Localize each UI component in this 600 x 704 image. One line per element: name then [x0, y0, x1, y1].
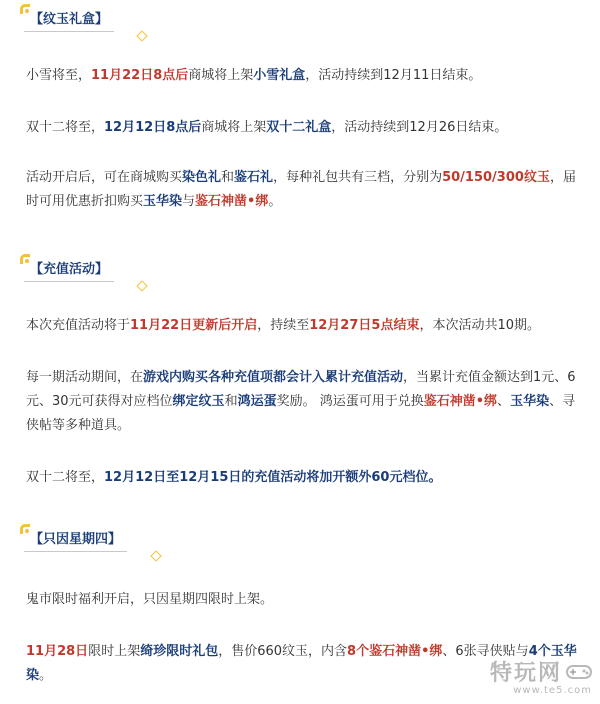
paragraph [26, 64, 586, 88]
text-segment: 双十二将至， [26, 120, 105, 135]
text-segment: 、6张寻侠贴与 [442, 644, 529, 659]
text-segment: 与 [182, 194, 196, 209]
highlight-text: 绮珍限时礼包 [140, 644, 219, 659]
highlight-text: 绑定纹玉 [172, 394, 225, 409]
highlight-text: 玉华染 [143, 194, 183, 209]
paragraph [26, 366, 586, 438]
text-segment: 限时上架 [88, 644, 141, 659]
section-title: 【只因星期四】 [30, 532, 122, 547]
text-segment: ，每种礼包共有三档，分别为 [273, 170, 443, 185]
watermark-url: www.te5.com [513, 685, 592, 696]
highlight-text: 鸿运蛋 [237, 394, 277, 409]
text-segment: 。 [39, 668, 53, 683]
highlight-text: 双十二礼盒 [266, 120, 332, 135]
text-segment: ，届时可用优惠折扣购买 [26, 170, 576, 209]
highlight-text: 游戏内购买各种充值项都会计入累计充值活动 [143, 370, 404, 385]
paragraph [26, 588, 586, 612]
highlight-text: 12月27日5点结束 [309, 318, 420, 333]
gamepad-icon [566, 663, 592, 681]
highlight-text: 11月28日 [26, 644, 89, 659]
text-segment: 活动开启后，可在商城购买 [26, 170, 183, 185]
text-segment: 商城将上架 [201, 120, 267, 135]
text-segment: 奖励。 鸿运蛋可用于兑换 [276, 394, 424, 409]
highlight-text: 鉴石神凿•绑 [195, 194, 269, 209]
highlight-text: 鉴石礼 [234, 170, 274, 185]
watermark-logo [490, 656, 592, 687]
section-title-wrap [24, 528, 127, 552]
text-segment: 和 [221, 170, 235, 185]
section-title: 【纹玉礼盒】 [30, 12, 109, 27]
paragraph [26, 466, 586, 490]
section-title: 【充值活动】 [30, 262, 109, 277]
highlight-text: 小雪礼盒 [253, 68, 306, 83]
section-header-jade-giftbox [14, 4, 174, 40]
watermark [490, 656, 592, 696]
highlight-text: 11月22日8点后 [91, 68, 189, 83]
highlight-text: 50/150/300纹玉 [442, 170, 550, 185]
text-segment: 商城将上架 [188, 68, 254, 83]
text-segment: ，活动持续到12月26日结束。 [331, 120, 508, 135]
text-segment: 小雪将至， [26, 68, 92, 83]
section-header-recharge [14, 254, 174, 290]
highlight-text: 4个玉华染 [26, 644, 577, 683]
text-segment: ，售价660纹玉，内含 [218, 644, 348, 659]
watermark-text: 特玩网 [489, 661, 562, 686]
diamond-ornament-icon [136, 280, 147, 291]
text-segment: ，本次活动共10期。 [419, 318, 540, 333]
text-segment: 。 [268, 194, 282, 209]
section-header-thursday [14, 524, 174, 560]
highlight-text: 8个鉴石神凿•绑 [347, 644, 443, 659]
paragraph [26, 166, 586, 214]
paragraph [26, 116, 586, 140]
highlight-text: 12月12日至12月15日的充值活动将加开额外60元档位。 [104, 470, 442, 485]
highlight-text: 染色礼 [182, 170, 222, 185]
section-title-wrap [24, 258, 114, 282]
text-segment: 双十二将至， [26, 470, 105, 485]
text-segment: 、寻侠帖等多种道具。 [26, 394, 576, 433]
text-segment: 、 [497, 394, 511, 409]
section-title-wrap [24, 8, 114, 32]
text-segment: ，持续至 [257, 318, 310, 333]
text-segment: ，当累计充值金额达到1元、6元、30元可获得对应档位 [26, 370, 576, 409]
text-segment: 每一期活动期间，在 [26, 370, 144, 385]
text-segment: 和 [224, 394, 238, 409]
text-segment: 鬼市限时福利开启，只因星期四限时上架。 [26, 592, 274, 607]
paragraph [26, 314, 586, 338]
highlight-text: 鉴石神凿•绑 [423, 394, 498, 409]
diamond-ornament-icon [136, 30, 147, 41]
text-segment: ，活动持续到12月11日结束。 [305, 68, 482, 83]
diamond-ornament-icon [150, 550, 161, 561]
highlight-text: 11月22日更新后开启 [130, 318, 258, 333]
text-segment: 本次充值活动将于 [26, 318, 131, 333]
highlight-text: 12月12日8点后 [104, 120, 202, 135]
highlight-text: 玉华染 [510, 394, 550, 409]
